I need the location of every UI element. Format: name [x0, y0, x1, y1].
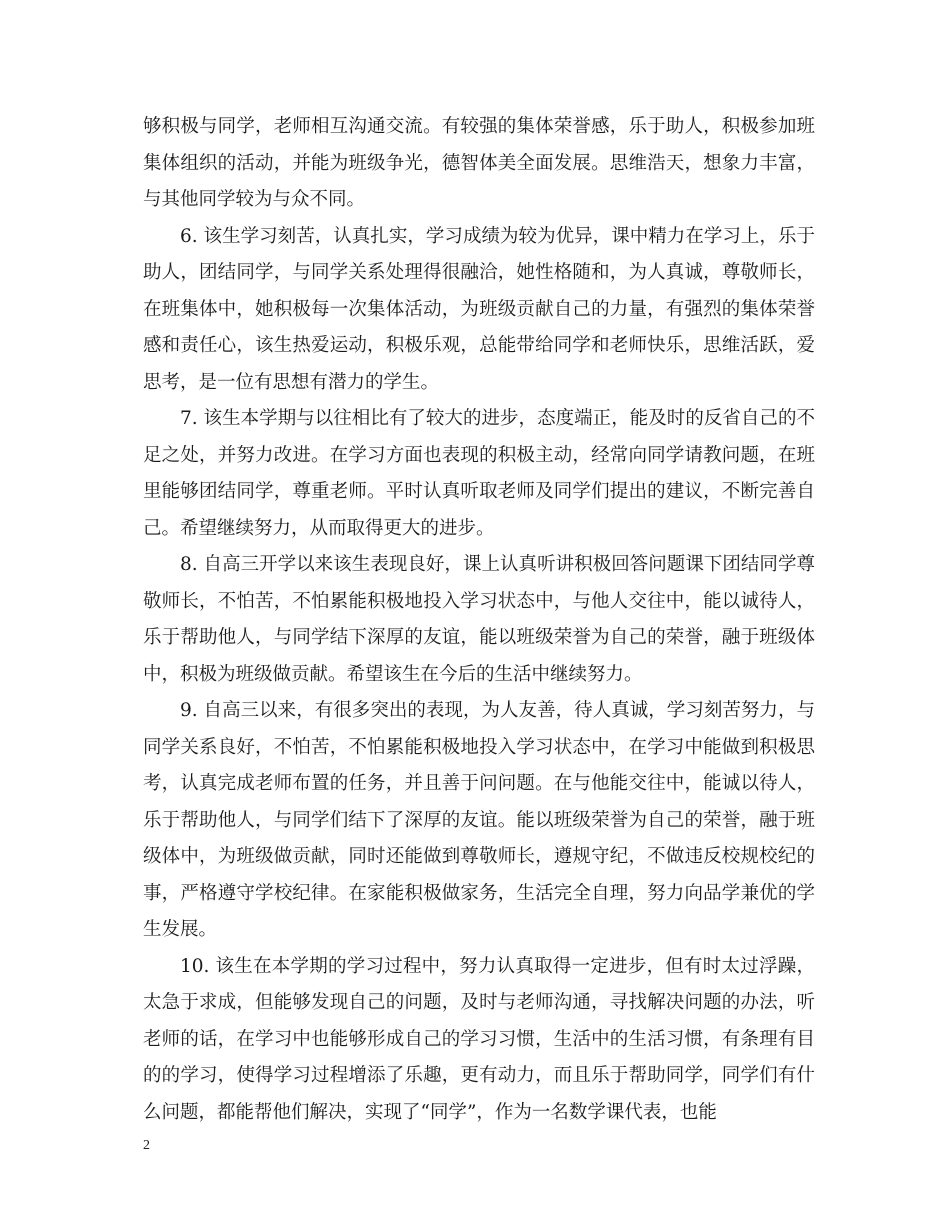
- paragraph-item-7: 7. 该生本学期与以往相比有了较大的进步，态度端正，能及时的反省自己的不足之处，并努力改进。在学习方面也表现的积极主动，经常向同学请教问题，在班里能够团结同学，尊重老师。平时认真听取老师及同学们提出的建议，不断完善自己。希望继续努力，从而取得更大的进步。: [143, 408, 815, 539]
- paragraph-continuation: 够积极与同学，老师相互沟通交流。有较强的集体荣誉感，乐于助人，积极参加班集体组织的活动，并能为班级争光，德智体美全面发展。思维浩天，想象力丰富，与其他同学较为与众不同。: [143, 116, 815, 210]
- paragraph-item-6: 6. 该生学习刻苦，认真扎实，学习成绩为较为优异，课中精力在学习上，乐于助人，团结同学，与同学关系处理得很融洽，她性格随和，为人真诚，尊敬师长，在班集体中，她积极每一次集体活动，为班级贡献自己的力量，有强烈的集体荣誉感和责任心，该生热爱运动，积极乐观，总能带给同学和老师快乐，思维活跃，爱思考，是一位有思想有潜力的学生。: [143, 225, 815, 393]
- paragraph-item-10: 10. 该生在本学期的学习过程中，努力认真取得一定进步，但有时太过浮躁，太急于求成，但能够发现自己的问题，及时与老师沟通，寻找解决问题的办法，听老师的话，在学习中也能够形成自己的学习习惯，生活中的生活习惯，有条理有目的的学习，使得学习过程增添了乐趣，更有动力，而且乐于帮助同学，同学们有什么问题，都能帮他们解决，实现了“同学”，作为一名数学课代表，也能: [143, 955, 815, 1123]
- page-number: 2: [143, 1138, 150, 1153]
- document-body: [143, 109, 815, 1131]
- paragraph-item-9: 9. 自高三以来，有很多突出的表现，为人友善，待人真诚，学习刻苦努力，与同学关系良好，不怕苦，不怕累能积极地投入学习状态中，在学习中能做到积极思考，认真完成老师布置的任务，并且善于问问题。在与他能交往中，能诚以待人，乐于帮助他人，与同学们结下了深厚的友谊。能以班级荣誉为自己的荣誉，融于班级体中，为班级做贡献，同时还能做到尊敬师长，遵规守纪，不做违反校规校纪的事，严格遵守学校纪律。在家能积极做家务，生活完全自理，努力向品学兼优的学生发展。: [143, 700, 815, 940]
- paragraph-item-8: 8. 自高三开学以来该生表现良好，课上认真听讲积极回答问题课下团结同学尊敬师长，不怕苦，不怕累能积极地投入学习状态中，与他人交往中，能以诚待人，乐于帮助他人，与同学结下深厚的友谊，能以班级荣誉为自己的荣誉，融于班级体中，积极为班级做贡献。希望该生在今后的生活中继续努力。: [143, 554, 815, 685]
